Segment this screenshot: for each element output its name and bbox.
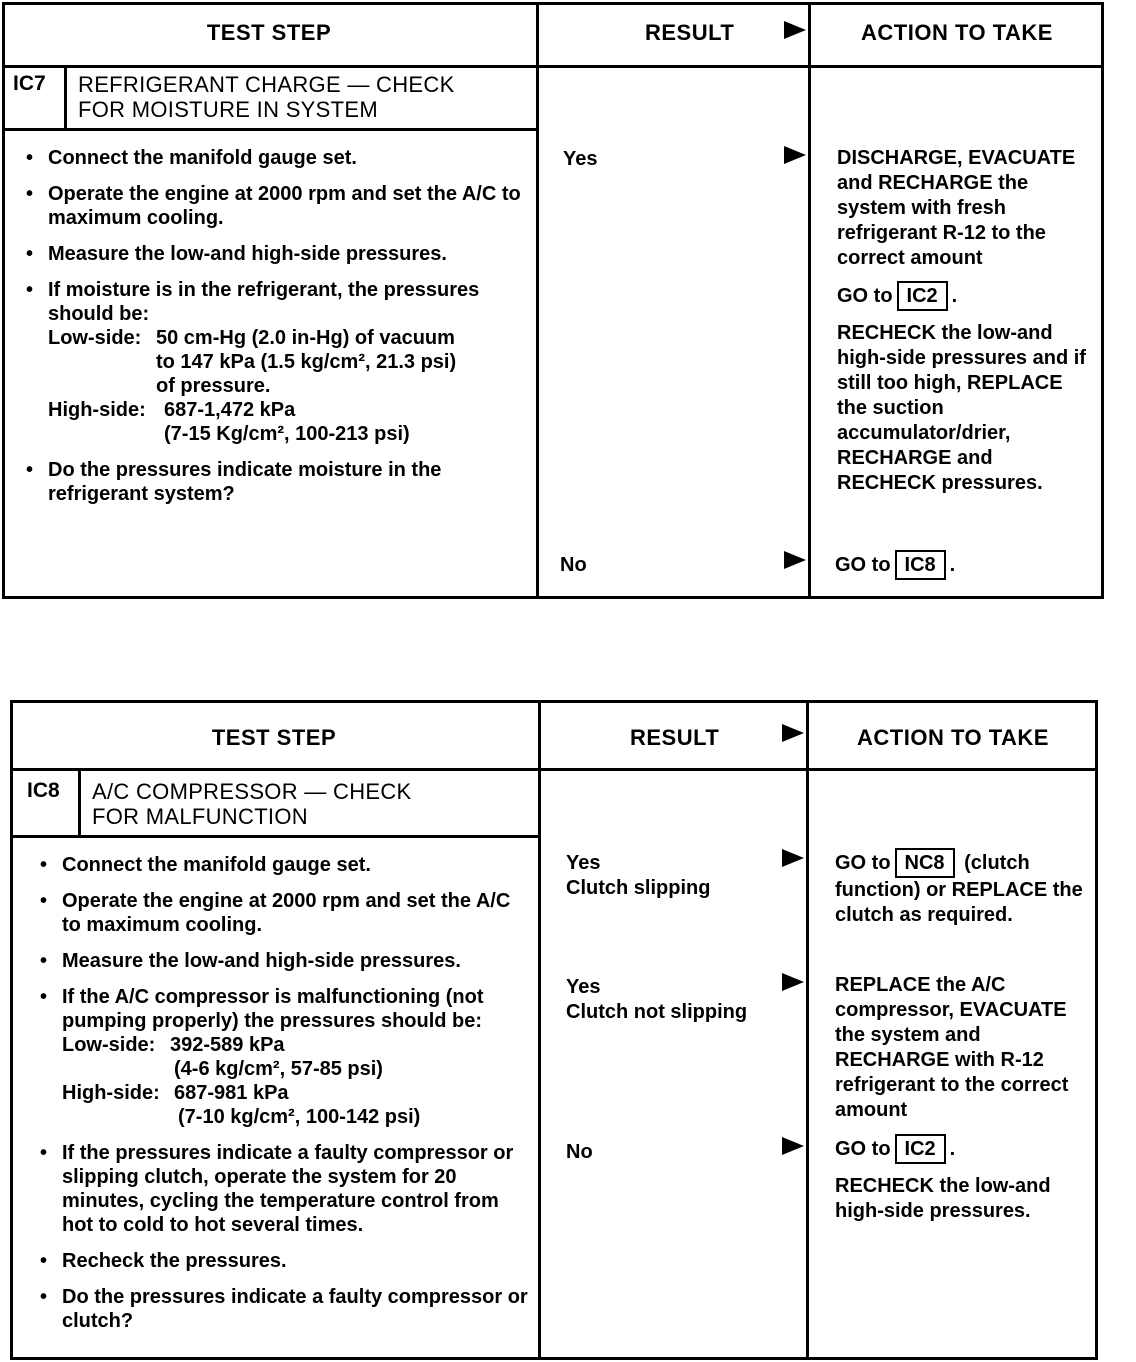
ic8-result-yes-slipping-1: Yes xyxy=(566,852,601,874)
ic7-spec-low-1: 50 cm-Hg (2.0 in-Hg) of vacuum xyxy=(156,327,455,349)
ic7-step-4-text: • If moisture is in the refrigerant, the pressures should be: xyxy=(48,279,480,325)
ic8-step-6: • Recheck the pressures. xyxy=(36,1249,531,1273)
header-arrow-icon xyxy=(782,724,804,742)
ic8-spec-high-values xyxy=(174,1081,420,1129)
ic7-title-line1: REFRIGERANT CHARGE — CHECK xyxy=(78,72,455,97)
ic7-step-code: IC7 xyxy=(13,72,46,95)
ic8-result-yes-slipping xyxy=(566,851,710,901)
ic8-question: • Do the pressures indicate a faulty compressor or clutch? xyxy=(36,1285,531,1333)
ic8-action-no xyxy=(835,1134,1087,1234)
ic8-step-code: IC8 xyxy=(27,779,60,802)
ic7-header-test-step: TEST STEP xyxy=(206,20,332,45)
ic8-action-no-go-suffix: . xyxy=(949,1138,956,1160)
ic7-header-divider xyxy=(2,65,1104,68)
ic8-yes-slip-arrow-icon xyxy=(782,849,804,867)
ic8-spec-low-label: Low-side: xyxy=(62,1034,156,1056)
ic8-result-yes-not-slipping-2: Clutch not slipping xyxy=(566,1001,748,1023)
ic7-action-no xyxy=(835,550,1090,580)
ic7-step-1: • Connect the manifold gauge set. xyxy=(22,146,527,170)
ic8-spec-low-2: (4-6 kg/cm², 57-85 psi) xyxy=(174,1058,383,1080)
ic8-action-no-2: RECHECK the low-and high-side pressures. xyxy=(835,1175,1051,1222)
ic7-action-yes-go-suffix: . xyxy=(951,285,958,307)
ic7-step-2: • Operate the engine at 2000 rpm and set the A/C to maximum cooling. xyxy=(22,182,527,230)
ic8-title-line2: FOR MALFUNCTION xyxy=(92,804,308,829)
ic8-title-line1: A/C COMPRESSOR — CHECK xyxy=(92,779,412,804)
ic8-result-yes-slipping-2: Clutch slipping xyxy=(566,877,711,899)
ic7-spec-low-values xyxy=(156,326,456,398)
ic7-action-yes-goto xyxy=(837,281,1092,311)
ic8-result-yes-not-slipping-1: Yes xyxy=(566,976,601,998)
ic8-step-1: • Connect the manifold gauge set. xyxy=(36,853,531,877)
ic7-title-divider xyxy=(2,128,537,131)
ic7-spec-high-label: High-side: xyxy=(48,399,146,421)
ic8-action-no-go-prefix: GO to xyxy=(835,1138,891,1160)
header-arrow-icon xyxy=(784,21,806,39)
ic7-action-no-go-prefix: GO to xyxy=(835,554,891,576)
ic7-code-divider xyxy=(64,66,67,130)
ic8-result-yes-not-slipping xyxy=(566,975,747,1025)
ic7-result-no: No xyxy=(560,554,587,576)
ic8-step-4-text: • If the A/C compressor is malfunctioning (not pumping properly) the pressures should be: xyxy=(62,986,484,1032)
ic8-step-5: • If the pressures indicate a faulty compressor or slipping clutch, operate the system for 20 minutes, cycling the temperature control from hot to cold to hot several times. xyxy=(36,1141,531,1237)
ic7-step-3: • Measure the low-and high-side pressures. xyxy=(22,242,527,266)
ic8-step-4 xyxy=(36,985,531,1129)
ic7-spec-high-values xyxy=(164,398,410,446)
ic8-col-divider-1 xyxy=(538,700,541,1360)
ic7-col-divider-1 xyxy=(536,2,539,599)
ic8-test-steps xyxy=(36,853,531,1345)
ic8-spec-high xyxy=(62,1081,531,1129)
ic7-step-title xyxy=(78,72,455,122)
ic7-action-no-go-suffix: . xyxy=(949,554,956,576)
ic7-header-result: RESULT xyxy=(645,20,735,45)
ic7-spec-low-3: of pressure. xyxy=(156,375,271,397)
ic7-spec-high xyxy=(48,398,527,446)
ic7-action-yes-1: DISCHARGE, EVACUATE and RECHARGE the system with fresh refrigerant R-12 to the correct amount xyxy=(837,147,1076,269)
ic7-title-line2: FOR MOISTURE IN SYSTEM xyxy=(78,97,378,122)
ic7-result-yes: Yes xyxy=(563,148,598,170)
ic8-code-divider xyxy=(78,769,81,837)
ic7-test-steps xyxy=(22,146,527,518)
ic7-action-yes xyxy=(837,146,1092,506)
ic7-no-arrow-icon xyxy=(784,551,806,569)
ic8-spec-low-1: 392-589 kPa xyxy=(170,1034,285,1056)
ic7-spec-high-1: 687-1,472 kPa xyxy=(164,399,296,421)
ic7-spec-low-label: Low-side: xyxy=(48,327,142,349)
ic7-header-action: ACTION TO TAKE xyxy=(861,20,1053,45)
ic8-action-slipping xyxy=(835,848,1087,928)
ic8-spec-high-1: 687-981 kPa xyxy=(174,1082,289,1104)
ic8-result-no: No xyxy=(566,1141,593,1163)
ic7-yes-arrow-icon xyxy=(784,146,806,164)
ic8-spec-high-2: (7-10 kg/cm², 100-142 psi) xyxy=(178,1106,421,1128)
ic7-step-4 xyxy=(22,278,527,446)
ic7-goto-ic8-box[interactable]: IC8 xyxy=(895,550,946,580)
ic8-spec-low xyxy=(62,1033,531,1081)
ic7-spec-low-2: to 147 kPa (1.5 kg/cm², 21.3 psi) xyxy=(156,351,457,373)
ic8-header-action: ACTION TO TAKE xyxy=(857,725,1049,750)
ic7-col-divider-2 xyxy=(808,2,811,599)
ic7-action-yes-go-prefix: GO to xyxy=(837,285,893,307)
ic8-action-not-slipping: REPLACE the A/C compressor, EVACUATE the system and RECHARGE with R-12 refrigerant to the correct amount xyxy=(835,974,1069,1121)
ic8-title-divider xyxy=(10,835,539,838)
ic8-spec-low-values xyxy=(170,1033,383,1081)
ic8-yes-noslip-arrow-icon xyxy=(782,973,804,991)
ic8-goto-nc8-box[interactable]: NC8 xyxy=(895,848,955,878)
ic8-spec-high-label: High-side: xyxy=(62,1082,160,1104)
ic8-col-divider-2 xyxy=(806,700,809,1360)
ic7-question: • Do the pressures indicate moisture in the refrigerant system? xyxy=(22,458,527,506)
ic8-no-arrow-icon xyxy=(782,1137,804,1155)
ic7-action-yes-2: RECHECK the low-and high-side pressures and if still too high, REPLACE the suction accumulator/drier, RECHARGE and RECHECK pressures. xyxy=(837,322,1086,494)
ic8-step-title xyxy=(92,779,412,829)
ic7-spec-high-2: (7-15 Kg/cm², 100-213 psi) xyxy=(164,423,410,445)
ic8-header-divider xyxy=(10,768,1098,771)
ic8-action-slip-go-prefix: GO to xyxy=(835,852,891,874)
ic8-step-2: • Operate the engine at 2000 rpm and set the A/C to maximum cooling. xyxy=(36,889,531,937)
ic8-header-test-step: TEST STEP xyxy=(211,725,337,750)
ic8-header-result: RESULT xyxy=(630,725,720,750)
ic7-spec-low xyxy=(48,326,527,398)
ic8-action-no-goto xyxy=(835,1134,1087,1164)
ic8-step-3: • Measure the low-and high-side pressures. xyxy=(36,949,531,973)
ic8-goto-ic2-box[interactable]: IC2 xyxy=(895,1134,946,1164)
ic7-goto-ic2-box[interactable]: IC2 xyxy=(897,281,948,311)
ic8-action-slip-rest: (clutch function) or REPLACE the clutch as required. xyxy=(835,852,1083,926)
